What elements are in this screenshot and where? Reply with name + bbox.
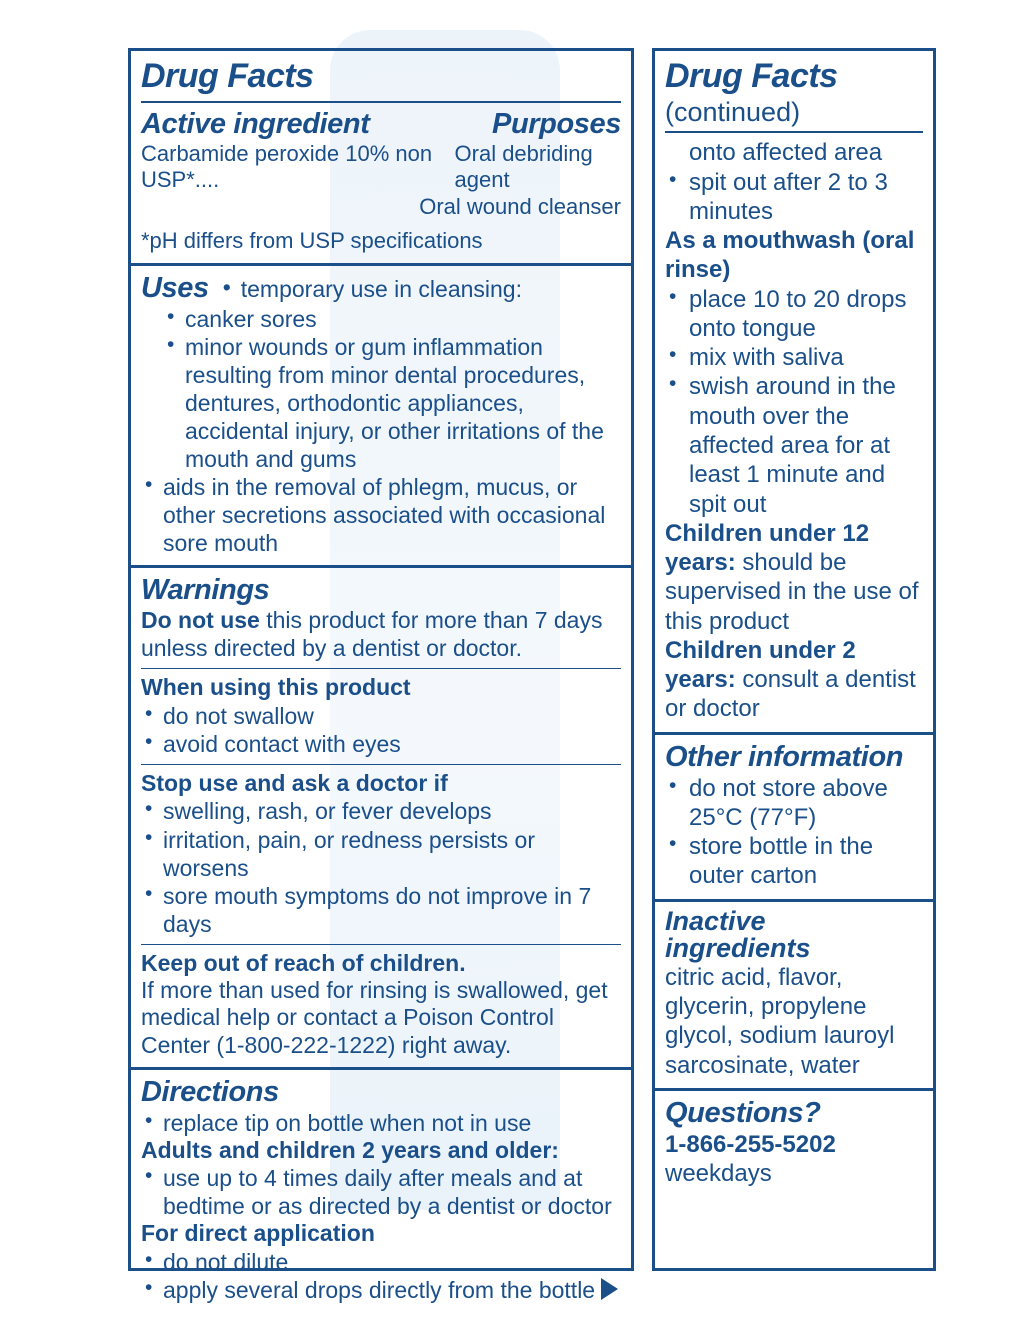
list-item: • avoid contact with eyes xyxy=(141,730,621,758)
uses-section xyxy=(131,266,631,568)
continued-header-section xyxy=(655,51,933,735)
when-using-heading: When using this product xyxy=(141,674,411,701)
keep-out-text: If more than used for rinsing is swallowed, get medical help or contact a Poison Control Center (1-800-222-1222) right away. xyxy=(141,977,608,1058)
questions-section xyxy=(655,1091,933,1197)
warnings-heading: Warnings xyxy=(141,573,270,606)
questions-hours: weekdays xyxy=(665,1160,772,1188)
warnings-divider-1 xyxy=(141,668,621,669)
children-under-12-label: Children under 12 years: xyxy=(665,519,870,577)
list-item: • do not dilute xyxy=(141,1248,621,1276)
list-item: • do not store above 25°C (77°F) xyxy=(665,774,923,833)
direct-application-heading: For direct application xyxy=(141,1220,375,1247)
children-under-12-text xyxy=(665,519,923,636)
directions-heading: Directions xyxy=(141,1075,279,1108)
list-item: • sore mouth symptoms do not improve in 7 days xyxy=(141,882,621,938)
list-item: • replace tip on bottle when not in use xyxy=(141,1109,621,1137)
questions-phone: 1-866-255-5202 xyxy=(665,1130,836,1158)
onto-affected-area-text: onto affected area xyxy=(689,139,883,167)
ph-footnote: *pH differs from USP specifications xyxy=(141,228,483,254)
active-ingredient-header xyxy=(141,108,621,141)
children-under-2-label: Children under 2 years: xyxy=(665,636,856,694)
list-item: • do not swallow xyxy=(141,702,621,730)
directions-list-3 xyxy=(141,1248,621,1276)
list-item: • aids in the removal of phlegm, mucus, or other secretions associated with occasional sore mouth xyxy=(141,473,621,557)
inactive-ingredients-heading-line1: Inactive xyxy=(665,905,766,936)
warnings-divider-3 xyxy=(141,944,621,945)
drug-facts-title: Drug Facts xyxy=(141,57,314,95)
other-information-heading: Other information xyxy=(665,740,904,773)
continue-arrow-icon xyxy=(601,1278,618,1300)
keep-out-heading: Keep out of reach of children. xyxy=(141,949,466,976)
directions-list-4 xyxy=(141,1276,621,1304)
directions-list-2 xyxy=(141,1164,621,1220)
uses-heading: Uses xyxy=(141,271,209,304)
do-not-use-body: this product for more than 7 days unless directed by a dentist or doctor. xyxy=(141,606,603,661)
continued-divider xyxy=(665,131,923,133)
stop-use-heading: Stop use and ask a doctor if xyxy=(141,769,448,796)
mouthwash-list xyxy=(665,285,923,519)
list-item: • irritation, pain, or redness persists or worsens xyxy=(141,826,621,882)
uses-header xyxy=(141,272,621,305)
title-divider xyxy=(141,101,621,103)
warnings-divider-2 xyxy=(141,764,621,765)
right-panel xyxy=(652,48,936,1271)
directions-list-1 xyxy=(141,1109,621,1137)
ingredient-row xyxy=(141,141,621,194)
left-panel xyxy=(128,48,634,1304)
list-item: • use up to 4 times daily after meals and at bedtime or as directed by a dentist or doctor xyxy=(141,1164,621,1220)
list-item: • swish around in the mouth over the affected area for at least 1 minute and spit out xyxy=(665,372,923,518)
other-information-section xyxy=(655,735,933,902)
spit-out-list xyxy=(665,168,923,227)
directions-section xyxy=(131,1070,631,1312)
inactive-ingredients-text: citric acid, flavor, glycerin, propylene glycol, sodium lauroyl sarcosinate, water xyxy=(665,963,895,1079)
other-information-list xyxy=(665,774,923,891)
active-ingredient-section xyxy=(131,51,631,266)
purpose-1: Oral debriding agent xyxy=(454,141,593,193)
stop-use-list xyxy=(141,797,621,937)
children-under-2-body: consult a dentist or doctor xyxy=(665,666,916,723)
list-item: • canker sores xyxy=(141,305,621,333)
uses-lead: • temporary use in cleansing: xyxy=(221,276,522,303)
purpose-2: Oral wound cleanser xyxy=(419,193,621,219)
uses-sub-list xyxy=(141,305,621,473)
do-not-use-label: Do not use xyxy=(141,606,260,633)
children-under-2-text xyxy=(665,636,923,724)
drug-facts-title-continued: Drug Facts xyxy=(665,57,838,95)
uses-list xyxy=(141,473,621,557)
list-item: • swelling, rash, or fever develops xyxy=(141,797,621,825)
list-item: • minor wounds or gum inflammation resulting from minor dental procedures, dentures, orthodontic appliances, accidental injury, or other irritations of the mouth and gums xyxy=(141,333,621,473)
do-not-use-text xyxy=(141,607,621,662)
children-under-12-body: should be supervised in the use of this product xyxy=(665,549,919,635)
when-using-list xyxy=(141,702,621,758)
list-item: • spit out after 2 to 3 minutes xyxy=(665,168,923,227)
list-item xyxy=(141,1276,621,1304)
inactive-ingredients-section xyxy=(655,902,933,1091)
ingredient-name: Carbamide peroxide 10% non USP*.... xyxy=(141,141,433,193)
adults-children-heading: Adults and children 2 years and older: xyxy=(141,1136,559,1163)
warnings-section xyxy=(131,568,631,1070)
purposes-heading: Purposes xyxy=(492,108,621,140)
inactive-ingredients-heading-line2: ingredients xyxy=(665,933,811,964)
continued-label: (continued) xyxy=(665,97,801,127)
list-item: • place 10 to 20 drops onto tongue xyxy=(665,285,923,344)
list-item: • mix with saliva xyxy=(665,343,923,372)
list-item: • store bottle in the outer carton xyxy=(665,832,923,891)
active-ingredient-heading: Active ingredient xyxy=(141,108,370,140)
questions-heading: Questions? xyxy=(665,1096,821,1129)
mouthwash-heading: As a mouthwash (oral rinse) xyxy=(665,227,915,284)
apply-drops-text: apply several drops directly from the bottle xyxy=(163,1277,596,1304)
